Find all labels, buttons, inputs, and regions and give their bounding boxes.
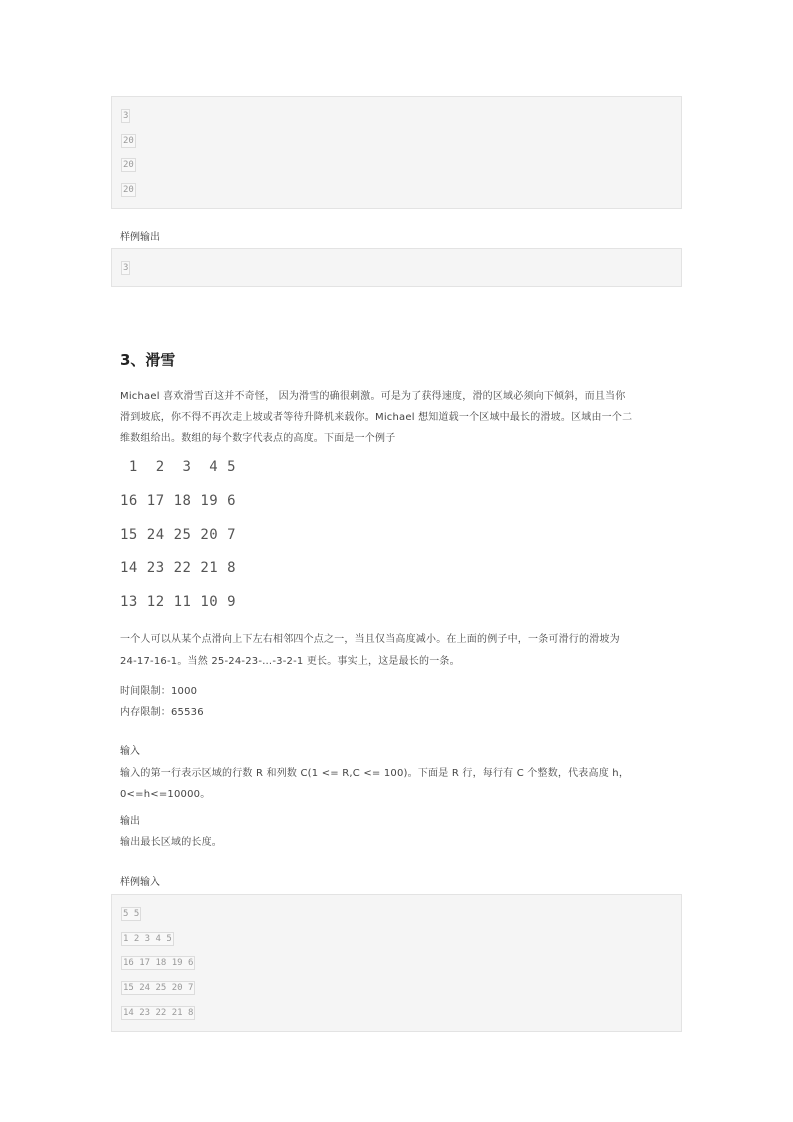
explanation-line: 一个人可以从某个点滑向上下左右相邻四个点之一，当且仅当高度减小。在上面的例子中，一条可滑行的滑坡为	[120, 634, 620, 645]
code-line: 5 5	[123, 909, 140, 919]
sample-output-label: 样例输出	[120, 232, 160, 243]
code-line: 3	[123, 263, 129, 273]
grid-row: 1 2 3 4 5	[120, 459, 237, 475]
code-line: 1 2 3 4 5	[123, 934, 172, 944]
code-line: 20	[123, 136, 134, 146]
output-desc: 输出最长区域的长度。	[120, 837, 222, 848]
output-label: 输出	[120, 816, 140, 827]
sample-input-label: 样例输入	[120, 877, 160, 888]
code-line: 15 24 25 20 7	[123, 983, 194, 993]
code-line: 16 17 18 19 6	[123, 958, 194, 968]
description-line: Michael 喜欢滑雪百这并不奇怪， 因为滑雪的确很刺激。可是为了获得速度，滑的区域必须向下倾斜，而且当你	[120, 391, 626, 402]
sample-output-block	[111, 248, 682, 287]
code-line: 20	[123, 160, 134, 170]
memory-limit: 内存限制：65536	[120, 707, 204, 718]
grid-row: 16 17 18 19 6	[120, 493, 237, 509]
section-title: 3、滑雪	[120, 351, 176, 369]
sample-input-block-prev	[111, 96, 682, 209]
code-line: 20	[123, 185, 134, 195]
input-label: 输入	[120, 746, 140, 757]
description-line: 滑到坡底，你不得不再次走上坡或者等待升降机来载你。Michael 想知道载一个区域中最长的滑坡。区域由一个二	[120, 412, 633, 423]
grid-row: 13 12 11 10 9	[120, 594, 237, 610]
description-line: 维数组给出。数组的每个数字代表点的高度。下面是一个例子	[120, 433, 396, 444]
sample-input-block	[111, 894, 682, 1032]
code-line: 14 23 22 21 8	[123, 1008, 194, 1018]
explanation-line: 24-17-16-1。当然 25-24-23-…-3-2-1 更长。事实上，这是最长的一条。	[120, 656, 460, 667]
input-desc-line: 输入的第一行表示区域的行数 R 和列数 C(1 <= R,C <= 100)。下面是 R 行，每行有 C 个整数，代表高度 h，	[120, 768, 630, 779]
code-line: 3	[123, 111, 129, 121]
time-limit: 时间限制：1000	[120, 686, 198, 697]
grid-row: 14 23 22 21 8	[120, 560, 237, 576]
grid-row: 15 24 25 20 7	[120, 527, 237, 543]
input-desc-line: 0<=h<=10000。	[120, 789, 211, 800]
